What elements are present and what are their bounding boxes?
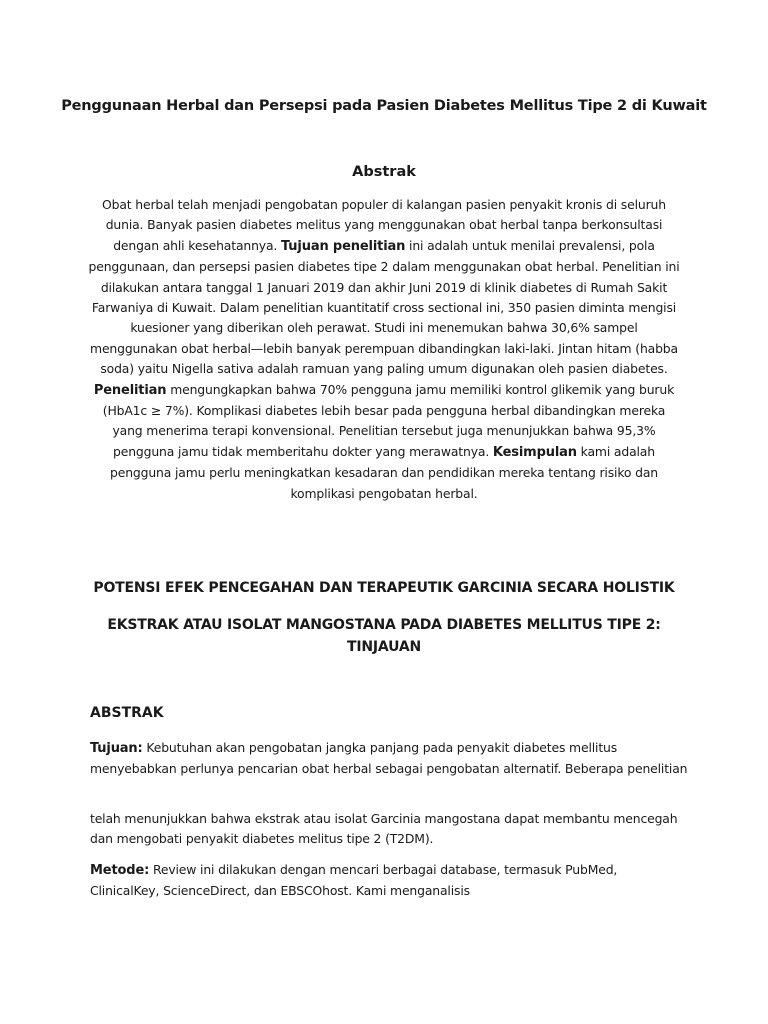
doc1-title: Penggunaan Herbal dan Persepsi pada Pasien Diabetes Mellitus Tipe 2 di Kuwait (61, 98, 707, 114)
doc1-abstract-heading: Abstrak (352, 164, 416, 180)
doc1-abstract-text-1: Obat herbal telah menjadi pengobatan populer di kalangan pasien penyakit kronis di seluruh dunia. Banyak pasien diabetes melitus yang menggunakan obat herbal tanpa berkonsultasi dengan ahli kesehatannya. (102, 197, 666, 253)
doc1-bold-penelitian: Penelitian (93, 382, 167, 398)
doc1-abstract-text-3: mengungkapkan bahwa 70% pengguna jamu memiliki kontrol glikemik yang buruk (HbA1c ≥ 7%). Komplikasi diabetes lebih besar pada pengguna herbal dibandingkan mereka yang menerima terapi konvensional. Penelitian tersebut juga menunjukkan bahwa 95,3% pengguna jamu tidak memberitahu dokter yang merawatnya. (102, 381, 675, 459)
doc2-metode-text: Review ini dilakukan dengan mencari berbagai database, termasuk PubMed, ClinicalKey, ScienceDirect, dan EBSCOhost. Kami menganalisis (90, 862, 618, 899)
doc2-continuation-paragraph: telah menunjukkan bahwa ekstrak atau isolat Garcinia mangostana dapat membantu mencegah dan mengobati penyakit diabetes melitus tipe 2 (T2DM). (90, 811, 678, 847)
doc2-abstract-heading: ABSTRAK (90, 705, 164, 721)
doc1-abstract-body (88, 195, 680, 504)
doc2-title-line-2: EKSTRAK ATAU ISOLAT MANGOSTANA PADA DIABETES MELLITUS TIPE 2: TINJAUAN (107, 617, 661, 655)
doc2-tujuan-text: Kebutuhan akan pengobatan jangka panjang pada penyakit diabetes mellitus menyebabkan perlunya pencarian obat herbal sebagai pengobatan alternatif. Beberapa penelitian (90, 740, 688, 777)
doc2-tujuan-label: Tujuan: (90, 741, 143, 756)
doc1-bold-tujuan: Tujuan penelitian (281, 238, 406, 254)
doc1-bold-kesimpulan: Kesimpulan (492, 444, 577, 460)
doc2-metode-label: Metode: (90, 863, 150, 878)
doc1-abstract-text-4: kami adalah pengguna jamu perlu meningkatkan kesadaran dan pendidikan mereka tentang risiko dan komplikasi pengobatan herbal. (110, 443, 658, 501)
doc1-abstract-text-2: ini adalah untuk menilai prevalensi, pola penggunaan, dan persepsi pasien diabetes tipe 2 dalam menggunakan obat herbal. Penelitian ini dilakukan antara tanggal 1 Januari 2019 dan akhir Juni 2019 di klinik diabetes di Rumah Sakit Farwaniya di Kuwait. Dalam penelitian kuantitatif cross sectional ini, 350 pasien diminta mengisi kuesioner yang diberikan oleh perawat. Studi ini menemukan bahwa 30,6% sampel menggunakan obat herbal—lebih banyak perempuan dibandingkan laki-laki. Jintan hitam (habba soda) yaitu Nigella sativa adalah ramuan yang paling umum digunakan oleh pasien diabetes. (88, 237, 680, 377)
doc2-title-line-1: POTENSI EFEK PENCEGAHAN DAN TERAPEUTIK GARCINIA SECARA HOLISTIK (93, 580, 675, 596)
doc2-metode-paragraph (90, 860, 688, 902)
doc2-tujuan-paragraph (90, 738, 688, 780)
